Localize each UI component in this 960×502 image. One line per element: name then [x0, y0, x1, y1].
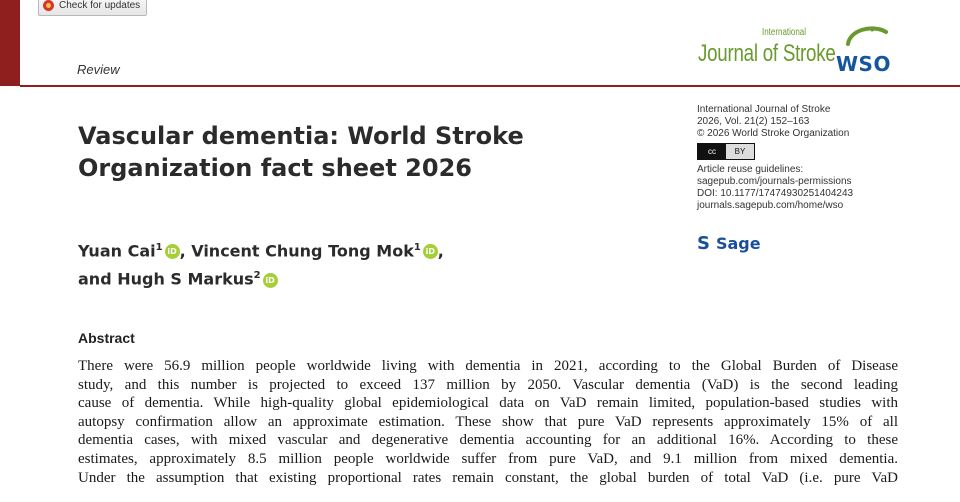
- author-affiliation: 2: [253, 270, 261, 282]
- sage-s-icon: S: [697, 233, 710, 254]
- wso-swoosh-icon: [842, 24, 892, 54]
- publisher-name: Sage: [715, 234, 761, 253]
- cc-icon: cc: [698, 144, 726, 159]
- header-rule: [20, 85, 960, 87]
- journal-logo: [690, 22, 905, 77]
- abstract-line: dementia cases, with mixed vascular and degenerative dementia accounting for an additional 16%. According to these: [78, 432, 898, 449]
- title-line-1: Vascular dementia: World Stroke: [78, 122, 524, 150]
- abstract-line: cause of dementia. While high-quality global epidemiological data on VaD remain limited, population-based studies with: [78, 395, 898, 412]
- and-word: and: [78, 269, 112, 289]
- abstract-line: study, and this number is projected to exceed 137 million by 2050. Vascular dementia (VaD) is the second leading: [78, 376, 898, 393]
- reuse-link[interactable]: sagepub.com/journals-permissions: [697, 176, 852, 187]
- orcid-icon[interactable]: iD: [423, 244, 438, 259]
- orcid-icon[interactable]: iD: [263, 273, 278, 288]
- author-name: Yuan Cai: [78, 241, 156, 261]
- doi[interactable]: DOI: 10.1177/17474930251404243: [697, 188, 854, 199]
- author-affiliation: 1: [413, 242, 421, 253]
- journal-logo-small: International: [762, 27, 807, 38]
- article-title: [78, 120, 638, 184]
- article-meta: [697, 104, 927, 212]
- meta-volume: 2026, Vol. 21(2) 152–163: [697, 116, 810, 127]
- orcid-icon[interactable]: iD: [165, 244, 180, 259]
- cc-by-license-badge[interactable]: [697, 143, 755, 160]
- journal-link[interactable]: journals.sagepub.com/home/wso: [697, 200, 844, 211]
- author-name: Hugh S Markus: [117, 269, 254, 289]
- by-icon: BY: [726, 144, 754, 159]
- meta-journal: International Journal of Stroke: [697, 104, 831, 115]
- check-updates-label: Check for updates: [59, 0, 141, 11]
- wso-logo-text: WSO: [836, 52, 891, 76]
- abstract-line: Under the assumption that existing proportional rates remain constant, the global burden of total VaD (i.e. pure VaD: [78, 469, 898, 486]
- author-list: Yuan Cai$^1$ iD , Vincent Chung Tong Mok$^1$ iD , and Hugh S Markus$^2$ iD: [78, 241, 444, 289]
- reuse-label: Article reuse guidelines:: [697, 164, 804, 175]
- check-for-updates-button[interactable]: [38, 0, 147, 16]
- sage-logo: [697, 233, 761, 254]
- journal-logo-name: Journal of Stroke: [698, 40, 836, 67]
- abstract-heading: Abstract: [78, 330, 135, 346]
- abstract-body: [78, 357, 898, 487]
- meta-copyright: © 2026 World Stroke Organization: [697, 128, 850, 139]
- title-line-2: Organization fact sheet 2026: [78, 154, 472, 182]
- check-updates-icon: [43, 0, 54, 11]
- article-type: Review: [77, 62, 120, 77]
- author-name: Vincent Chung Tong Mok: [191, 241, 414, 261]
- left-accent-bar: [0, 0, 20, 86]
- abstract-line: There were 56.9 million people worldwide living with dementia in 2021, according to the Global Burden of Disease: [78, 358, 898, 374]
- abstract-line: estimates, approximately 8.5 million people worldwide suffer from pure VaD, and 9.1 million from mixed dementia.: [78, 450, 898, 467]
- abstract-line: autopsy confirmation allow an approximate estimation. These show that pure VaD represents approximately 15% of all: [78, 413, 898, 430]
- author-affiliation: 1: [155, 242, 163, 253]
